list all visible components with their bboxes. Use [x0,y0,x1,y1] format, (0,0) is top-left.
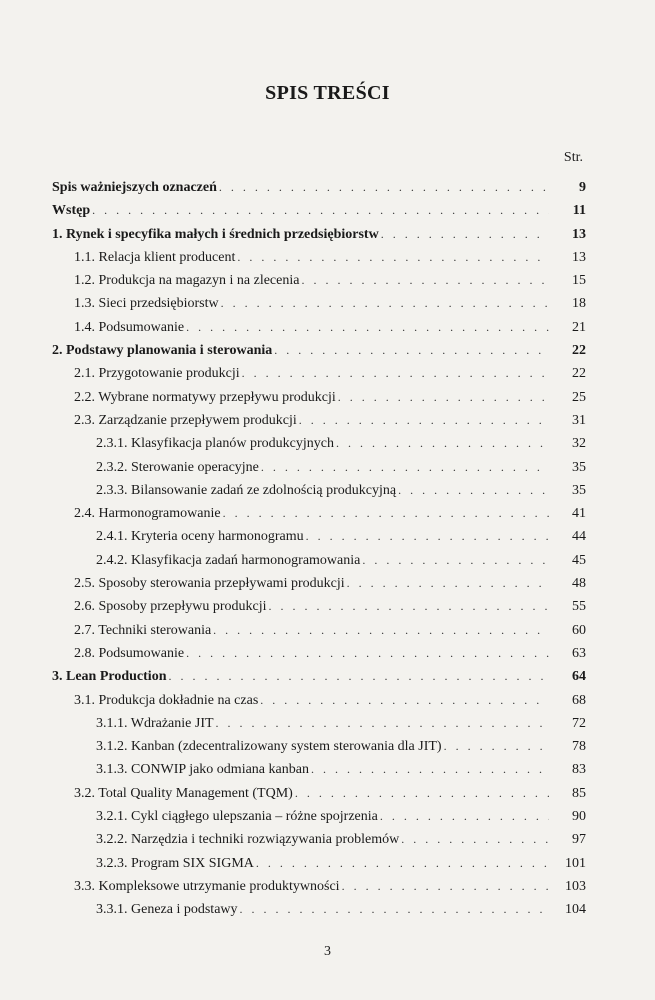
toc-entry [52,343,586,366]
toc-entry-page: 72 [572,715,586,731]
toc-entry-label: 2.4.2. Klasyfikacja zadań harmonogramowania [96,552,361,568]
toc-entry [52,436,586,459]
dot-leader [219,180,549,195]
toc-entry [52,366,586,389]
page-number: 3 [324,944,331,959]
dot-leader [342,879,549,894]
toc-entry-page: 11 [572,203,586,219]
toc-entry [52,716,586,739]
toc-entry-page: 21 [572,319,586,335]
dot-leader [92,203,549,218]
toc-entry-page: 104 [565,902,586,918]
toc-entry-page: 103 [565,878,586,894]
toc-entry-label: 1.1. Relacja klient producent [74,249,236,265]
toc-entry-page: 83 [572,762,586,778]
toc-entry-page: 22 [572,366,586,382]
toc-entry [52,203,586,226]
toc-entry [52,483,586,506]
dot-leader [240,902,549,917]
toc-entry-page: 25 [572,389,586,405]
toc-entry-page: 41 [572,506,586,522]
toc-entry [52,669,586,692]
toc-entry [52,832,586,855]
toc-entry [52,576,586,599]
dot-leader [256,856,549,871]
toc-entry-label: 3.2.1. Cykl ciągłego ulepszania – różne spojrzenia [96,809,378,825]
toc-entry-label: 2.8. Podsumowanie [74,645,185,661]
toc-entry-page: 85 [572,785,586,801]
dot-leader [237,250,549,265]
dot-leader [362,553,549,568]
page-title: SPIS TREŚCI [265,82,390,104]
toc-entry-page: 63 [572,645,586,661]
toc-entry-page: 9 [579,180,586,195]
toc-entry-label: 2.2. Wybrane normatywy przepływu produkcji [74,389,336,405]
dot-leader [347,576,549,591]
toc-entry-label: 3.2.3. Program SIX SIGMA [96,855,254,871]
toc-entry-label: 2.3.3. Bilansowanie zadań ze zdolnością produkcyjną [96,482,397,498]
toc-entry-page: 60 [572,622,586,638]
toc-entry-label: 2. Podstawy planowania i sterowania [52,343,273,359]
dot-leader [261,460,549,475]
toc-entry-page: 97 [572,832,586,848]
dot-leader [306,529,549,544]
dot-leader [301,273,549,288]
dot-leader [381,227,549,242]
toc-entry-page: 78 [572,739,586,755]
toc-entry-label: Wstęp [52,203,91,219]
toc-entry-page: 31 [572,412,586,428]
toc-entry-label: 2.7. Techniki sterowania [74,622,212,638]
toc-entry-page: 15 [572,273,586,289]
dot-leader [311,762,549,777]
toc-entry-label: 3.2. Total Quality Management (TQM) [74,785,293,801]
dot-leader [213,623,549,638]
toc-entry [52,762,586,785]
toc-entry-page: 45 [572,552,586,568]
toc-entry-label: 3.1.2. Kanban (zdecentralizowany system sterowania dla JIT) [96,739,442,755]
toc-entry [52,599,586,622]
dot-leader [274,343,549,358]
toc-entry-label: 3.3.1. Geneza i podstawy [96,902,238,918]
toc-entry-label: 2.3.1. Klasyfikacja planów produkcyjnych [96,436,334,452]
toc-entry [52,693,586,716]
toc-entry [52,227,586,250]
toc-entry-label: 2.5. Sposoby sterowania przepływami produkcji [74,576,345,592]
dot-leader [398,483,549,498]
toc-entry [52,902,586,925]
dot-leader [338,390,549,405]
toc-entry-label: 3.1. Produkcja dokładnie na czas [74,692,259,708]
toc-entry [52,529,586,552]
toc-entry [52,180,586,203]
toc-entry-page: 18 [572,296,586,312]
toc-entry-label: 2.4.1. Kryteria oceny harmonogramu [96,529,304,545]
dot-leader [295,786,549,801]
toc-entry-label: 3.1.1. Wdrażanie JIT [96,715,214,731]
toc-entry-label: 1.3. Sieci przedsiębiorstw [74,296,219,312]
toc-entry [52,739,586,762]
dot-leader [444,739,549,754]
toc-entry [52,809,586,832]
toc-entry [52,879,586,902]
toc-entry-label: 2.6. Sposoby przepływu produkcji [74,599,267,615]
toc-entry-label: 1.2. Produkcja na magazyn i na zlecenia [74,273,300,289]
toc-entry-label: 2.1. Przygotowanie produkcji [74,366,240,382]
toc-entry [52,506,586,529]
toc-entry-page: 44 [572,529,586,545]
toc-entry [52,460,586,483]
dot-leader [336,436,549,451]
toc-entry-label: 3.3. Kompleksowe utrzymanie produktywności [74,878,340,894]
toc-entry [52,250,586,273]
toc-entry-label: 3.2.2. Narzędzia i techniki rozwiązywania problemów [96,832,400,848]
toc-entry-label: 3. Lean Production [52,669,167,685]
toc-entry [52,786,586,809]
toc-entry [52,553,586,576]
toc-entry-label: 3.1.3. CONWIP jako odmiana kanban [96,762,309,778]
toc-entry [52,296,586,319]
dot-leader [223,506,549,521]
toc-entry [52,413,586,436]
toc-entry [52,856,586,879]
toc-entry-page: 68 [572,692,586,708]
toc-entry-page: 35 [572,459,586,475]
toc-entry-label: 2.3.2. Sterowanie operacyjne [96,459,259,475]
dot-leader [168,669,549,684]
toc-entry-page: 13 [572,226,586,242]
toc-entry-label: 2.3. Zarządzanie przepływem produkcji [74,412,297,428]
toc-entry-page: 35 [572,482,586,498]
toc-entry-page: 101 [565,855,586,871]
page-column-label: Str. [563,150,583,165]
toc-entry-page: 55 [572,599,586,615]
dot-leader [186,320,549,335]
dot-leader [221,296,549,311]
toc-entry-page: 48 [572,576,586,592]
dot-leader [260,693,549,708]
table-of-contents [52,180,586,926]
toc-entry [52,273,586,296]
toc-entry [52,623,586,646]
toc-entry [52,390,586,413]
dot-leader [380,809,549,824]
dot-leader [216,716,549,731]
dot-leader [299,413,549,428]
dot-leader [186,646,549,661]
toc-entry-page: 64 [572,669,586,685]
toc-entry [52,646,586,669]
toc-entry-page: 90 [572,809,586,825]
toc-entry-label: 1. Rynek i specyfika małych i średnich przedsiębiorstw [52,226,379,242]
dot-leader [242,366,549,381]
dot-leader [268,599,549,614]
toc-entry-label: Spis ważniejszych oznaczeń [52,180,217,195]
toc-entry-label: 1.4. Podsumowanie [74,319,185,335]
toc-entry-page: 32 [572,436,586,452]
toc-entry-page: 13 [572,249,586,265]
toc-entry [52,320,586,343]
dot-leader [401,832,549,847]
toc-entry-page: 22 [572,343,586,359]
toc-entry-label: 2.4. Harmonogramowanie [74,506,221,522]
